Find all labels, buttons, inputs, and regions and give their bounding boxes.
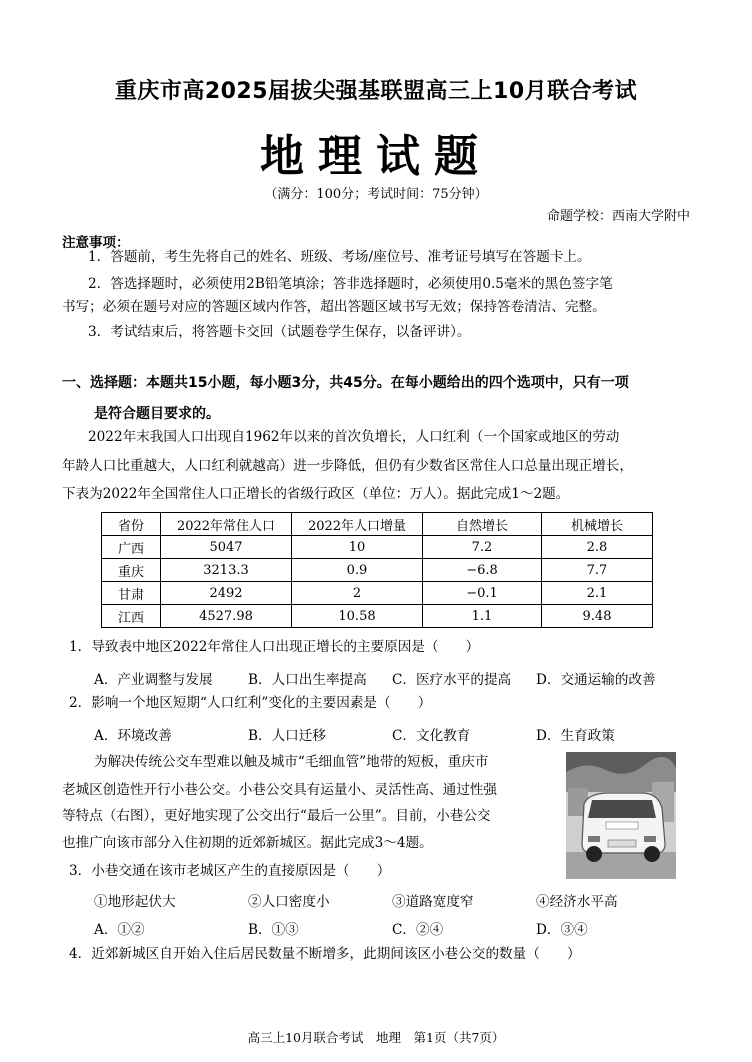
option-c[interactable]: C．②④ [392,922,444,938]
exam-title: 重庆市高2025届拔尖强基联盟高三上10月联合考试 [114,79,638,104]
minibus-photo [566,752,676,879]
table-header: 机械增长 [542,513,653,536]
table-cell: 7.2 [423,536,542,559]
table-cell: 1.1 [423,605,542,628]
option-b[interactable]: B．①③ [248,922,299,938]
intro-line-3: 下表为2022年全国常住人口正增长的省级行政区（单位：万人）。据此完成1～2题。 [62,486,570,502]
author-school: 命题学校：西南大学附中 [546,209,690,224]
table-cell: 9.48 [542,605,653,628]
option-a[interactable]: A．产业调整与发展 [94,672,213,688]
option-b[interactable]: B．人口迁移 [248,728,326,744]
table-header: 2022年人口增量 [292,513,423,536]
option-c[interactable]: C．医疗水平的提高 [392,672,512,688]
question-2-options [94,724,694,744]
question-1-options [94,668,694,688]
table-cell: 2492 [161,582,292,605]
table-cell: 0.9 [292,559,423,582]
option-c[interactable]: C．文化教育 [392,728,471,744]
table-row [102,559,653,582]
question-3-statements [94,890,694,910]
passage-line-1: 为解决传统公交车型难以触及城市“毛细血管”地带的短板，重庆市 [94,754,489,770]
table-cell: 5047 [161,536,292,559]
table-cell: 江西 [102,605,161,628]
table-cell: 10 [292,536,423,559]
table-cell: 甘肃 [102,582,161,605]
section-title: 一、选择题：本题共15小题，每小题3分，共45分。在每小题给出的四个选项中，只有一项 [62,375,629,391]
question-4-stem: 4．近郊新城区自开始入住后居民数量不断增多，此期间该区小巷公交的数量（ ） [69,946,581,962]
option-d[interactable]: D．交通运输的改善 [536,672,656,688]
passage-line-3: 等特点（右图），更好地实现了公交出行“最后一公里”。目前，小巷公交 [62,808,491,824]
statement-1: ①地形起伏大 [94,894,176,910]
notice-item-3: 3．考试结束后，将答题卡交回（试题卷学生保存，以备评讲）。 [88,324,471,340]
option-d[interactable]: D．③④ [536,922,588,938]
population-table [101,512,653,628]
table-cell: −6.8 [423,559,542,582]
table-cell: 广西 [102,536,161,559]
table-cell: −0.1 [423,582,542,605]
statement-2: ②人口密度小 [248,894,330,910]
statement-3: ③道路宽度窄 [392,894,474,910]
option-a[interactable]: A．环境改善 [94,728,172,744]
table-header: 自然增长 [423,513,542,536]
table-header: 2022年常住人口 [161,513,292,536]
option-a[interactable]: A．①② [94,922,145,938]
intro-line-1: 2022年末我国人口出现自1962年以来的首次负增长，人口红利（一个国家或地区的劳动 [88,429,620,445]
table-row [102,582,653,605]
table-header-row [102,513,653,536]
table-cell: 重庆 [102,559,161,582]
subject-title: 地理试题 [260,131,492,182]
table-cell: 7.7 [542,559,653,582]
question-2-stem: 2．影响一个地区短期“人口红利”变化的主要因素是（ ） [69,695,432,711]
option-b[interactable]: B．人口出生率提高 [248,672,367,688]
question-3-options [94,918,694,938]
table-cell: 4527.98 [161,605,292,628]
table-cell: 3213.3 [161,559,292,582]
notice-heading: 注意事项： [62,235,130,251]
page-footer: 高三上10月联合考试 地理 第1页（共7页） [247,1030,505,1045]
question-1-stem: 1．导致表中地区2022年常住人口出现正增长的主要原因是（ ） [69,639,480,655]
intro-line-2: 年龄人口比重越大，人口红利就越高）进一步降低，但仍有少数省区常住人口总量出现正增长， [62,458,633,474]
statement-4: ④经济水平高 [536,894,618,910]
notice-item-1: 1．答题前，考生先将自己的姓名、班级、考场/座位号、准考证号填写在答题卡上。 [88,249,591,265]
passage-line-4: 也推广向该市部分入住初期的近郊新城区。据此完成3～4题。 [62,835,433,851]
section-title-cont: 是符合题目要求的。 [94,406,220,422]
minibus-image [566,752,676,879]
exam-info: （满分：100分；考试时间：75分钟） [264,187,488,202]
table-header: 省份 [102,513,161,536]
table-cell: 2 [292,582,423,605]
question-3-stem: 3．小巷交通在该市老城区产生的直接原因是（ ） [69,863,391,879]
table-cell: 10.58 [292,605,423,628]
table-row [102,536,653,559]
passage-line-2: 老城区创造性开行小巷公交。小巷公交具有运量小、灵活性高、通过性强 [62,782,497,798]
notice-item-2a: 2．答选择题时，必须使用2B铅笔填涂；答非选择题时，必须使用0.5毫米的黑色签字笔 [88,276,613,292]
option-d[interactable]: D．生育政策 [536,728,615,744]
table-row [102,605,653,628]
table-cell: 2.8 [542,536,653,559]
notice-item-2b: 书写；必须在题号对应的答题区域内作答，超出答题区域书写无效；保持答卷清洁、完整。 [62,299,606,315]
table-cell: 2.1 [542,582,653,605]
